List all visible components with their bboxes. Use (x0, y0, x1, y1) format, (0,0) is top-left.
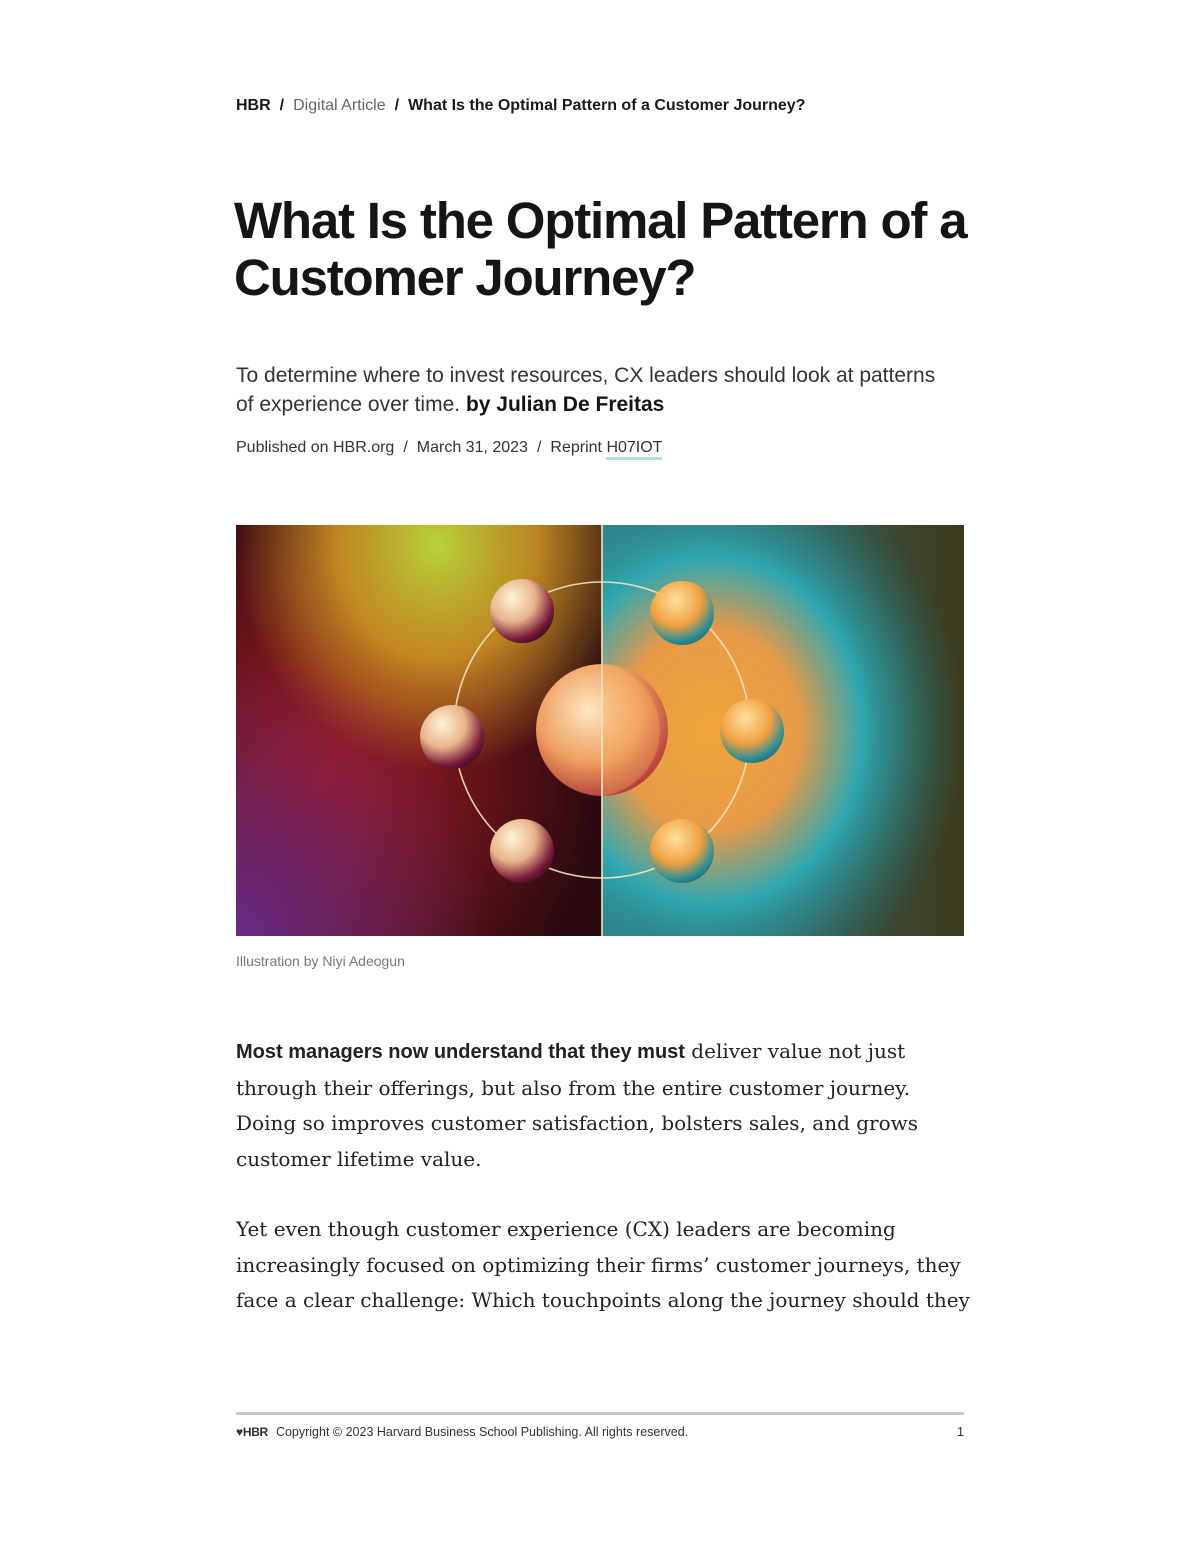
publish-date: March 31, 2023 (416, 439, 528, 456)
dek-text: To determine where to invest resources, CX leaders should look at patterns of experience over time. (236, 364, 936, 416)
breadcrumb-current: What Is the Optimal Pattern of a Customer Journey? (408, 97, 806, 114)
reprint-label: Reprint (550, 439, 602, 456)
illustration-orbs-graphic (236, 525, 964, 936)
paragraph (236, 1212, 976, 1319)
published-label: Published on HBR.org (236, 439, 395, 456)
paragraph (236, 1034, 976, 1177)
breadcrumb (236, 96, 805, 116)
shield-icon: ♥ (236, 1425, 243, 1439)
breadcrumb-brand[interactable]: HBR (236, 97, 271, 114)
page-footer (236, 1422, 964, 1442)
article-title: What Is the Optimal Pattern of a Customer Journey? (234, 192, 967, 306)
article-body (236, 1034, 976, 1354)
footer-logo-text: HBR (242, 1425, 268, 1439)
article-dek (236, 361, 956, 419)
breadcrumb-section[interactable]: Digital Article (293, 97, 386, 114)
byline[interactable]: by Julian De Freitas (465, 393, 665, 416)
footer-divider (236, 1412, 964, 1415)
breadcrumb-separator: / (394, 97, 400, 114)
publication-meta (236, 437, 662, 459)
image-caption: Illustration by Niyi Adeogun (236, 953, 405, 969)
meta-separator: / (403, 439, 408, 456)
paragraph-text: Yet even though customer experience (CX) leaders are becoming increasingly focused on optimizing their firms’ customer journeys, they face a clear challenge: Which touchpoints along the journey should they (236, 1217, 970, 1312)
paragraph-lead: Most managers now understand that they must (236, 1041, 685, 1063)
reprint-code-link[interactable]: H07IOT (606, 439, 662, 460)
paragraph-text: deliver value not just through their offerings, but also from the entire customer journey. Doing so improves customer satisfaction, bolsters sales, and grows customer lifetime value. (236, 1039, 919, 1171)
hero-illustration (236, 525, 964, 936)
page-number: 1 (957, 1425, 964, 1439)
copyright-text: Copyright © 2023 Harvard Business School Publishing. All rights reserved. (275, 1425, 689, 1439)
meta-separator: / (536, 439, 542, 456)
footer-logo (236, 1425, 268, 1439)
breadcrumb-separator: / (279, 97, 285, 114)
